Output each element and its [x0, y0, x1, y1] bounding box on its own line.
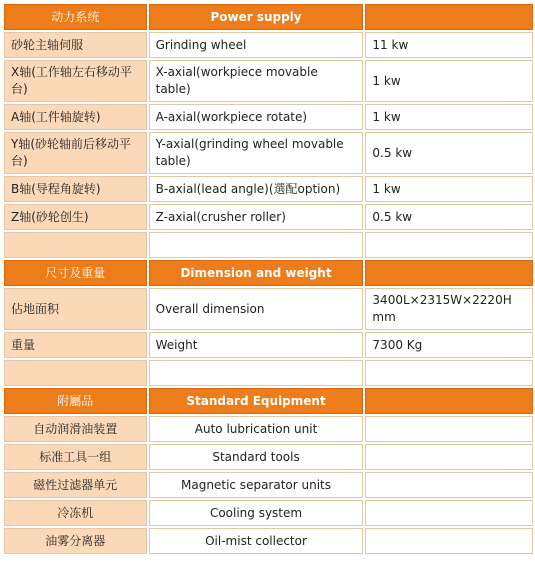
table-row	[4, 60, 533, 102]
row-label-cn: 磁性过滤器单元	[4, 472, 147, 498]
row-label-en: B-axial(lead angle)(選配option)	[149, 176, 364, 202]
table-row	[4, 204, 533, 230]
row-label-en: Standard tools	[149, 444, 364, 470]
table-row	[4, 444, 533, 470]
header-value	[365, 260, 533, 286]
section-header-dimension	[4, 260, 533, 286]
table-row	[4, 500, 533, 526]
row-label-cn: 自动润滑油装置	[4, 416, 147, 442]
row-value	[365, 360, 533, 386]
row-value	[365, 500, 533, 526]
table-row	[4, 132, 533, 174]
table-row	[4, 416, 533, 442]
table-row-empty	[4, 232, 533, 258]
row-label-cn: A轴(工件轴旋转)	[4, 104, 147, 130]
row-label-en: Weight	[149, 332, 364, 358]
table-row	[4, 288, 533, 330]
table-row	[4, 332, 533, 358]
row-value	[365, 444, 533, 470]
header-cn: 动力系统	[4, 4, 147, 30]
header-en: Dimension and weight	[149, 260, 364, 286]
row-label-cn: 冷冻机	[4, 500, 147, 526]
row-value: 11 kw	[365, 32, 533, 58]
row-value	[365, 232, 533, 258]
row-label-en	[149, 360, 364, 386]
header-cn: 尺寸及重量	[4, 260, 147, 286]
row-label-en: Auto lubrication unit	[149, 416, 364, 442]
row-label-en: X-axial(workpiece movable table)	[149, 60, 364, 102]
row-value	[365, 472, 533, 498]
row-label-cn: Y轴(砂轮轴前后移动平台)	[4, 132, 147, 174]
table-row	[4, 104, 533, 130]
row-value: 3400L×2315W×2220H mm	[365, 288, 533, 330]
section-header-power	[4, 4, 533, 30]
row-value: 1 kw	[365, 60, 533, 102]
header-value	[365, 388, 533, 414]
table-row	[4, 528, 533, 554]
row-label-cn: 重量	[4, 332, 147, 358]
row-label-cn: B轴(导程角旋转)	[4, 176, 147, 202]
row-label-cn: 佔地面积	[4, 288, 147, 330]
row-value: 0.5 kw	[365, 204, 533, 230]
row-label-cn: 油雾分离器	[4, 528, 147, 554]
header-value	[365, 4, 533, 30]
row-label-cn	[4, 360, 147, 386]
row-value: 1 kw	[365, 104, 533, 130]
row-label-en: Cooling system	[149, 500, 364, 526]
row-label-en: Oil-mist collector	[149, 528, 364, 554]
row-label-cn	[4, 232, 147, 258]
row-value	[365, 416, 533, 442]
row-label-en: A-axial(workpiece rotate)	[149, 104, 364, 130]
row-value: 1 kw	[365, 176, 533, 202]
row-label-en: Grinding wheel	[149, 32, 364, 58]
row-label-en: Overall dimension	[149, 288, 364, 330]
row-value: 0.5 kw	[365, 132, 533, 174]
table-row	[4, 176, 533, 202]
row-label-en: Z-axial(crusher roller)	[149, 204, 364, 230]
header-en: Standard Equipment	[149, 388, 364, 414]
spec-table	[2, 2, 535, 556]
row-label-cn: 标准工具一组	[4, 444, 147, 470]
header-en: Power supply	[149, 4, 364, 30]
row-label-cn: Z轴(砂轮创生)	[4, 204, 147, 230]
header-cn: 附屬品	[4, 388, 147, 414]
row-label-en: Magnetic separator units	[149, 472, 364, 498]
row-value: 7300 Kg	[365, 332, 533, 358]
row-label-en: Y-axial(grinding wheel movable table)	[149, 132, 364, 174]
section-header-equipment	[4, 388, 533, 414]
table-row	[4, 32, 533, 58]
table-row	[4, 472, 533, 498]
table-row-empty	[4, 360, 533, 386]
row-label-cn: 砂轮主轴伺服	[4, 32, 147, 58]
row-label-en	[149, 232, 364, 258]
row-label-cn: X轴(工作轴左右移动平台)	[4, 60, 147, 102]
row-value	[365, 528, 533, 554]
